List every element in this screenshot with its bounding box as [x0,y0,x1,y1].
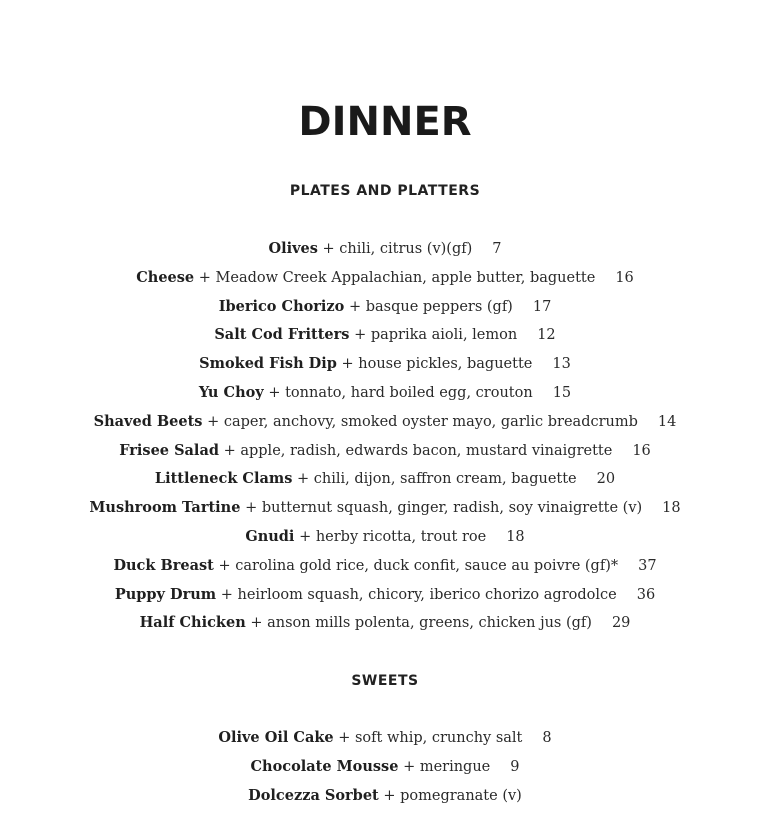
menu-item-description: + basque peppers (gf) [348,298,513,315]
menu-item-price: 16 [632,442,651,459]
menu-item [0,725,770,754]
menu-item-name: Duck Breast [113,556,214,574]
menu-item-description: + anson mills polenta, greens, chicken jus (gf) [250,615,592,632]
sweets-list [0,725,770,811]
plates-list [0,236,770,639]
menu-item-name: Yu Choy [198,383,264,401]
menu-item-description: + Meadow Creek Appalachian, apple butter, baguette [198,269,596,286]
menu-item-description: + house pickles, baguette [341,356,533,373]
menu-item-price: 36 [636,586,656,603]
menu-item-price: 13 [552,356,571,373]
menu-item [0,783,770,812]
menu-item [0,582,770,611]
menu-item-name: Salt Cod Fritters [214,326,350,344]
menu-item-name: Olive Oil Cake [218,729,334,746]
menu-item-price: 16 [615,269,634,286]
menu-item-name: Smoked Fish Dip [199,355,337,373]
menu-title: DINNER [298,99,472,145]
menu-item-price: 9 [510,758,520,775]
menu-item-name: Dolcezza Sorbet [248,786,379,804]
menu-item [0,438,770,467]
menu-item-description: + chili, citrus (v)(gf) [322,241,473,257]
menu-item-price: 18 [662,500,681,517]
menu-item [0,380,770,409]
menu-item [0,409,770,438]
menu-item-name: Cheese [136,268,195,286]
menu-item [0,524,770,553]
menu-item-price: 17 [532,298,552,315]
menu-item [0,466,770,495]
menu-item-price: 18 [506,528,525,545]
menu-item-name: Littleneck Clams [154,470,293,488]
menu-item-description: + carolina gold rice, duck confit, sauce au poivre (gf)* [218,557,619,574]
menu-item [0,236,770,265]
menu-item [0,610,770,639]
menu-item-description: + butternut squash, ginger, radish, soy vinaigrette (v) [245,500,643,517]
menu-item [0,294,770,323]
menu-item-name: Mushroom Tartine [89,499,241,517]
menu-item-name: Iberico Chorizo [218,297,345,315]
menu-item-name: Frisee Salad [119,441,219,459]
menu-item [0,553,770,582]
menu-item-name: Shaved Beets [93,412,203,430]
menu-item-name: Half Chicken [139,614,246,632]
menu-item [0,495,770,524]
menu-item-price: 29 [611,615,631,632]
menu-item-price: 20 [596,471,616,488]
menu-item-price: 15 [552,384,572,401]
menu-item-description: + soft whip, crunchy salt [338,730,523,746]
menu-item [0,322,770,351]
menu-item-description: + tonnato, hard boiled egg, crouton [268,384,533,401]
menu-item-price: 8 [542,730,552,746]
menu-item-name: Olives [268,240,318,257]
menu-item-description: + paprika aioli, lemon [354,327,518,344]
menu-item-description: + pomegranate (v) [383,787,522,804]
menu-item-price: 12 [537,327,556,344]
menu-item-name: Puppy Drum [114,585,217,603]
menu-item-description: + chili, dijon, saffron cream, baguette [296,471,577,488]
menu-item-name: Gnudi [245,527,295,545]
menu-item [0,265,770,294]
menu-item-price: 37 [638,557,657,574]
menu-item-price: 14 [657,413,677,430]
menu-item-description: + meringue [403,758,491,775]
menu-item-description: + heirloom squash, chicory, iberico chorizo agrodolce [220,586,617,603]
menu-item [0,351,770,380]
menu-item-description: + herby ricotta, trout roe [299,528,487,545]
menu-item [0,754,770,783]
section-heading-plates: PLATES AND PLATTERS [289,183,481,199]
menu-item-name: Chocolate Mousse [250,757,399,775]
menu-item-description: + apple, radish, edwards bacon, mustard vinaigrette [223,442,613,459]
menu-item-price: 7 [492,241,502,257]
menu-item-description: + caper, anchovy, smoked oyster mayo, garlic breadcrumb [207,413,638,430]
section-heading-sweets: SWEETS [351,673,419,689]
